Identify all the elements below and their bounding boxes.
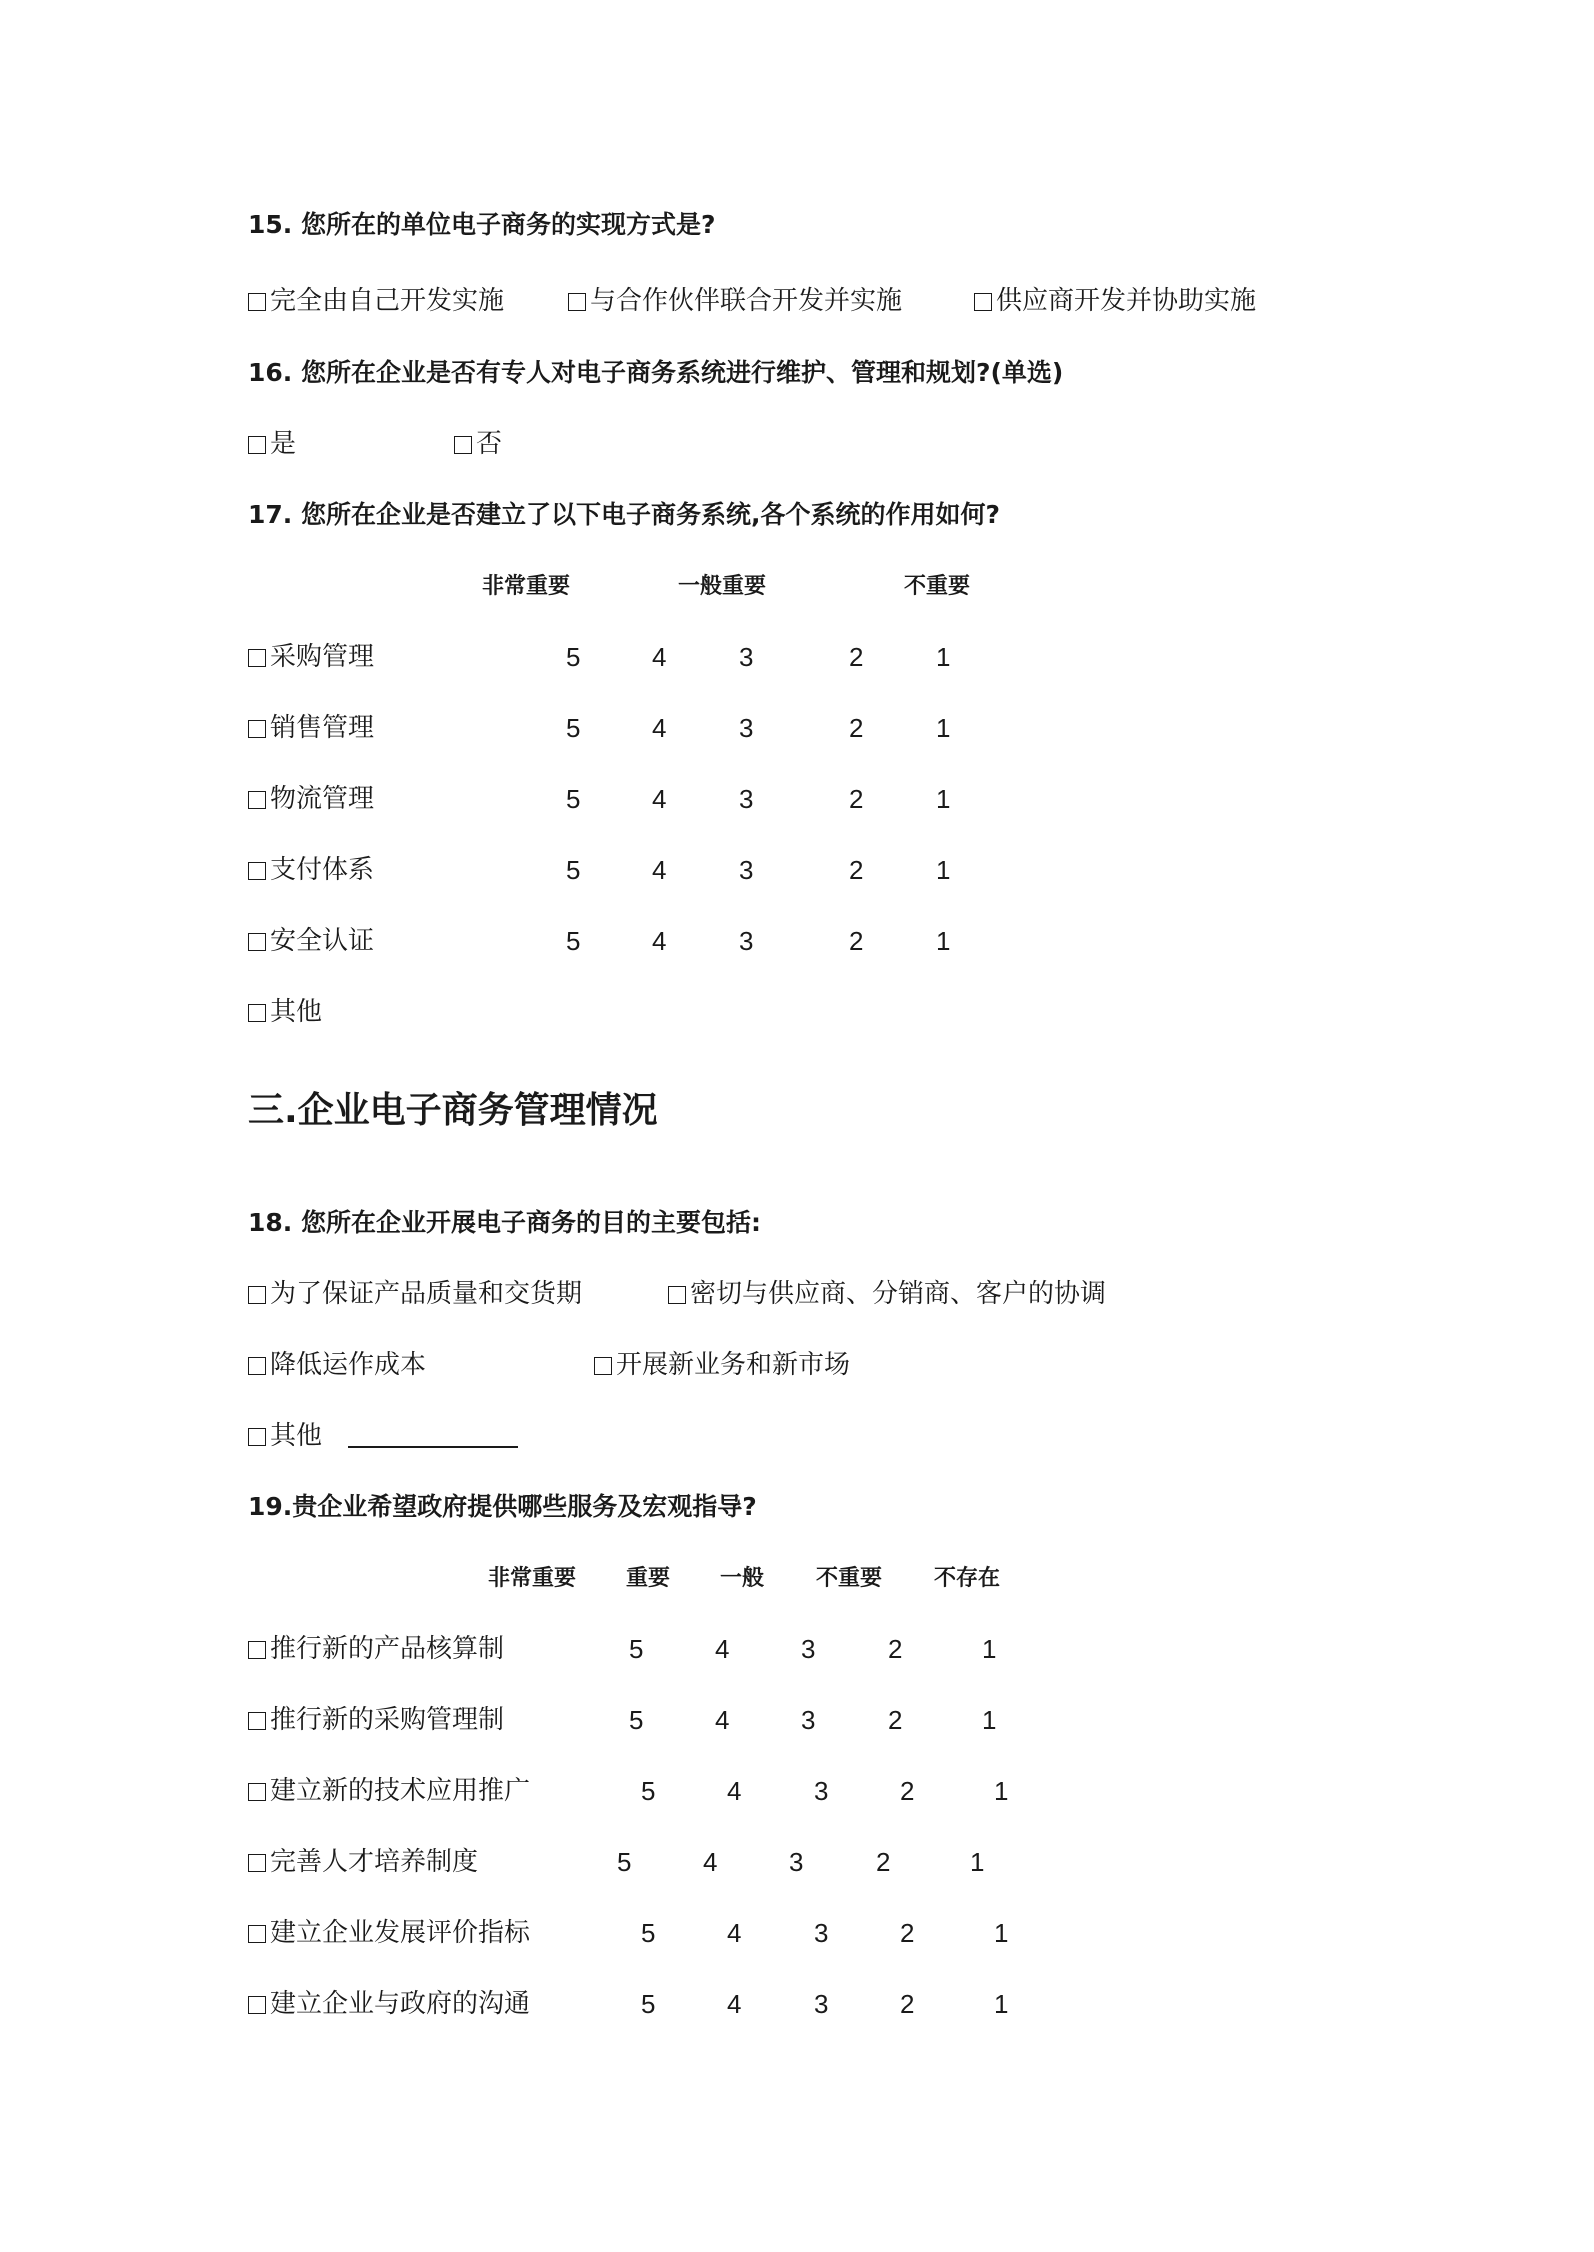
- question-17: 17. 您所在企业是否建立了以下电子商务系统,各个系统的作用如何?: [248, 500, 1000, 529]
- score-3[interactable]: 3: [814, 1989, 829, 2019]
- score-3[interactable]: 3: [789, 1847, 804, 1877]
- score-2[interactable]: 2: [900, 1989, 915, 2019]
- q19-row-talent-training[interactable]: 完善人才培养制度: [248, 1845, 478, 1879]
- other-fill-line[interactable]: [348, 1446, 518, 1448]
- q17-row-other[interactable]: 其他: [248, 995, 322, 1029]
- score-3[interactable]: 3: [739, 784, 754, 814]
- checkbox-icon[interactable]: [248, 649, 266, 667]
- score-3[interactable]: 3: [814, 1918, 829, 1948]
- question-16: 16. 您所在企业是否有专人对电子商务系统进行维护、管理和规划?(单选): [248, 358, 1064, 387]
- score-2[interactable]: 2: [849, 642, 864, 672]
- score-5[interactable]: 5: [566, 642, 581, 672]
- checkbox-icon[interactable]: [248, 1641, 266, 1659]
- score-2[interactable]: 2: [888, 1634, 903, 1664]
- score-4[interactable]: 4: [727, 1918, 742, 1948]
- score-2[interactable]: 2: [900, 1918, 915, 1948]
- score-2[interactable]: 2: [849, 926, 864, 956]
- q19-header-nonexistent: 不存在: [934, 1566, 1001, 1591]
- score-4[interactable]: 4: [652, 713, 667, 743]
- score-1[interactable]: 1: [936, 926, 951, 956]
- q17-row-logistics[interactable]: 物流管理: [248, 782, 374, 816]
- q17-row-payment[interactable]: 支付体系: [248, 853, 374, 887]
- checkbox-icon[interactable]: [248, 1712, 266, 1730]
- checkbox-icon[interactable]: [248, 293, 266, 311]
- q17-row-sales[interactable]: 销售管理: [248, 711, 374, 745]
- score-1[interactable]: 1: [936, 642, 951, 672]
- score-3[interactable]: 3: [814, 1776, 829, 1806]
- q19-row-government-communication[interactable]: 建立企业与政府的沟通: [248, 1987, 530, 2021]
- score-4[interactable]: 4: [727, 1989, 742, 2019]
- q18-option-cost[interactable]: 降低运作成本: [248, 1348, 426, 1382]
- question-19: 19.贵企业希望政府提供哪些服务及宏观指导?: [248, 1492, 757, 1521]
- score-5[interactable]: 5: [617, 1847, 632, 1877]
- checkbox-icon[interactable]: [248, 1286, 266, 1304]
- q17-header-very-important: 非常重要: [482, 574, 571, 599]
- section-title: 三.企业电子商务管理情况: [248, 1090, 658, 1131]
- score-1[interactable]: 1: [936, 784, 951, 814]
- score-1[interactable]: 1: [982, 1634, 997, 1664]
- q19-row-tech-promotion[interactable]: 建立新的技术应用推广: [248, 1774, 530, 1808]
- q19-header-unimportant: 不重要: [816, 1566, 883, 1591]
- score-2[interactable]: 2: [876, 1847, 891, 1877]
- score-4[interactable]: 4: [652, 642, 667, 672]
- score-1[interactable]: 1: [970, 1847, 985, 1877]
- q19-header-very-important: 非常重要: [488, 1566, 577, 1591]
- score-5[interactable]: 5: [566, 926, 581, 956]
- score-5[interactable]: 5: [566, 784, 581, 814]
- score-5[interactable]: 5: [566, 855, 581, 885]
- score-5[interactable]: 5: [629, 1634, 644, 1664]
- q17-header-moderate: 一般重要: [678, 574, 767, 599]
- q19-row-procurement-system[interactable]: 推行新的采购管理制: [248, 1703, 504, 1737]
- checkbox-icon[interactable]: [248, 791, 266, 809]
- checkbox-icon[interactable]: [248, 862, 266, 880]
- checkbox-icon[interactable]: [454, 436, 472, 454]
- q19-row-evaluation-index[interactable]: 建立企业发展评价指标: [248, 1916, 530, 1950]
- checkbox-icon[interactable]: [248, 1925, 266, 1943]
- score-4[interactable]: 4: [652, 926, 667, 956]
- checkbox-icon[interactable]: [594, 1357, 612, 1375]
- checkbox-icon[interactable]: [248, 1996, 266, 2014]
- score-1[interactable]: 1: [994, 1918, 1009, 1948]
- checkbox-icon[interactable]: [974, 293, 992, 311]
- score-1[interactable]: 1: [936, 855, 951, 885]
- checkbox-icon[interactable]: [668, 1286, 686, 1304]
- q16-option-yes[interactable]: 是: [248, 427, 296, 461]
- score-2[interactable]: 2: [849, 784, 864, 814]
- q19-row-product-accounting[interactable]: 推行新的产品核算制: [248, 1632, 504, 1666]
- score-1[interactable]: 1: [994, 1989, 1009, 2019]
- checkbox-icon[interactable]: [248, 933, 266, 951]
- score-3[interactable]: 3: [739, 713, 754, 743]
- checkbox-icon[interactable]: [248, 1854, 266, 1872]
- question-18: 18. 您所在企业开展电子商务的目的主要包括:: [248, 1208, 761, 1237]
- score-1[interactable]: 1: [982, 1705, 997, 1735]
- question-15: 15. 您所在的单位电子商务的实现方式是?: [248, 210, 716, 239]
- checkbox-icon[interactable]: [248, 720, 266, 738]
- q18-option-quality[interactable]: 为了保证产品质量和交货期: [248, 1277, 582, 1311]
- score-5[interactable]: 5: [566, 713, 581, 743]
- q19-header-important: 重要: [626, 1566, 671, 1591]
- q17-header-unimportant: 不重要: [904, 574, 971, 599]
- score-3[interactable]: 3: [739, 642, 754, 672]
- q18-option-coordination[interactable]: 密切与供应商、分销商、客户的协调: [668, 1277, 1106, 1311]
- q17-row-security[interactable]: 安全认证: [248, 924, 374, 958]
- q15-option-self[interactable]: 完全由自己开发实施: [248, 284, 504, 318]
- score-1[interactable]: 1: [994, 1776, 1009, 1806]
- score-5[interactable]: 5: [641, 1989, 656, 2019]
- q17-row-procurement[interactable]: 采购管理: [248, 640, 374, 674]
- q15-option-supplier[interactable]: 供应商开发并协助实施: [974, 284, 1256, 318]
- score-1[interactable]: 1: [936, 713, 951, 743]
- q18-option-other[interactable]: 其他: [248, 1419, 322, 1453]
- score-4[interactable]: 4: [703, 1847, 718, 1877]
- q15-option-partner[interactable]: 与合作伙伴联合开发并实施: [568, 284, 902, 318]
- score-4[interactable]: 4: [727, 1776, 742, 1806]
- score-5[interactable]: 5: [641, 1776, 656, 1806]
- q16-option-no[interactable]: 否: [454, 427, 502, 461]
- score-5[interactable]: 5: [641, 1918, 656, 1948]
- q18-option-new-business[interactable]: 开展新业务和新市场: [594, 1348, 850, 1382]
- q19-header-average: 一般: [720, 1566, 765, 1591]
- score-3[interactable]: 3: [739, 926, 754, 956]
- score-4[interactable]: 4: [715, 1634, 730, 1664]
- checkbox-icon[interactable]: [248, 1783, 266, 1801]
- checkbox-icon[interactable]: [248, 1357, 266, 1375]
- score-3[interactable]: 3: [739, 855, 754, 885]
- score-2[interactable]: 2: [900, 1776, 915, 1806]
- checkbox-icon[interactable]: [248, 436, 266, 454]
- checkbox-icon[interactable]: [248, 1428, 266, 1446]
- score-3[interactable]: 3: [801, 1634, 816, 1664]
- score-2[interactable]: 2: [888, 1705, 903, 1735]
- score-2[interactable]: 2: [849, 855, 864, 885]
- checkbox-icon[interactable]: [568, 293, 586, 311]
- score-2[interactable]: 2: [849, 713, 864, 743]
- score-4[interactable]: 4: [652, 784, 667, 814]
- score-5[interactable]: 5: [629, 1705, 644, 1735]
- score-4[interactable]: 4: [652, 855, 667, 885]
- score-3[interactable]: 3: [801, 1705, 816, 1735]
- checkbox-icon[interactable]: [248, 1004, 266, 1022]
- score-4[interactable]: 4: [715, 1705, 730, 1735]
